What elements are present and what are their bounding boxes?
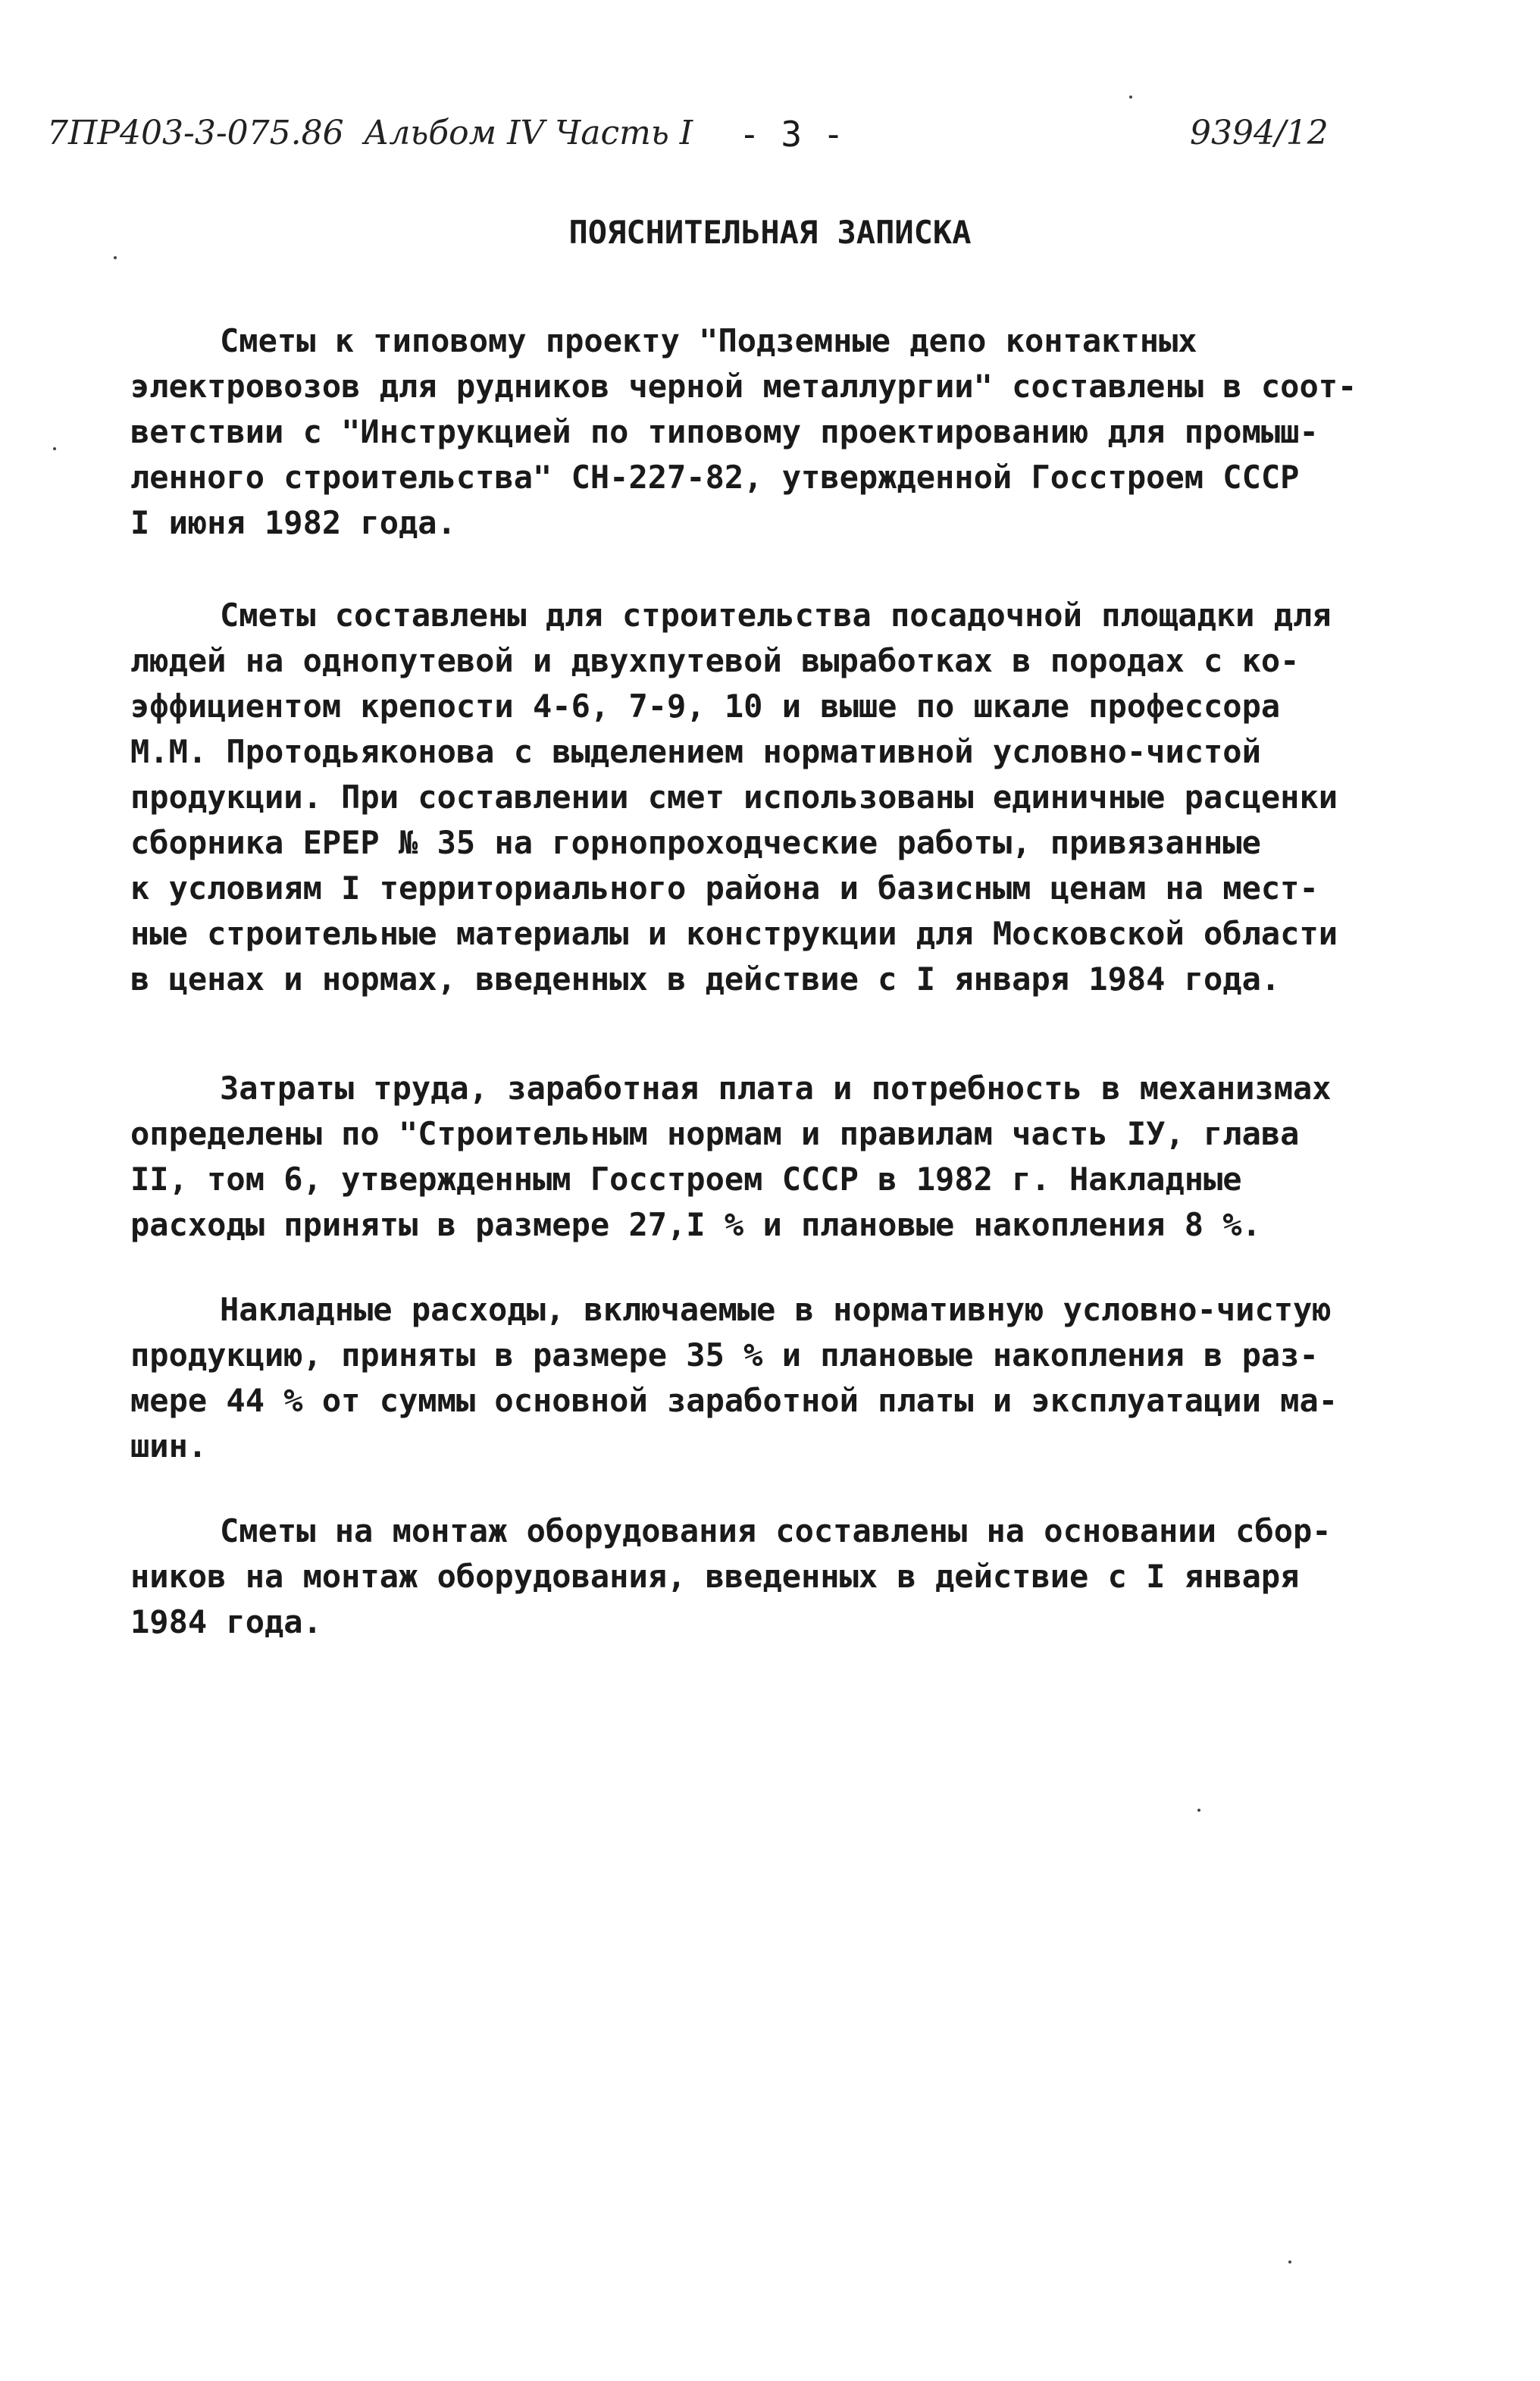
page-title: ПОЯСНИТЕЛЬНАЯ ЗАПИСКА <box>568 214 972 251</box>
scan-speck <box>53 447 56 450</box>
paragraph-5 <box>130 1508 1464 1645</box>
text-line: ные строительные материалы и конструкции для Московской области <box>130 915 1338 952</box>
paragraph-4 <box>130 1287 1464 1469</box>
sheet-number: 9394/12 <box>1190 114 1329 152</box>
text-line: к условиям I территориального района и базисным ценам на мест- <box>130 869 1319 907</box>
album-label: Альбом IV Часть I <box>364 114 693 152</box>
page-number: - 3 - <box>739 114 844 155</box>
document-code: 7ПР403-3-075.86 <box>47 114 344 152</box>
text-line: II, том 6, утвержденным Госстроем СССР в 1982 г. Накладные <box>130 1161 1242 1198</box>
text-line: продукции. При составлении смет использованы единичные расценки <box>130 779 1338 816</box>
text-line: в ценах и нормах, введенных в действие с I января 1984 года. <box>130 960 1281 998</box>
text-line: 1984 года. <box>130 1603 322 1640</box>
text-line: определены по "Строительным нормам и правилам часть IУ, глава <box>130 1115 1300 1152</box>
text-line: расходы приняты в размере 27,I % и плановые накопления 8 %. <box>130 1206 1261 1243</box>
text-line: Сметы составлены для строительства посадочной площадки для <box>220 597 1332 634</box>
text-line: ников на монтаж оборудования, введенных в действие с I января <box>130 1558 1300 1595</box>
text-line: ленного строительства" СН-227-82, утвержденной Госстроем СССР <box>130 459 1300 496</box>
text-line: М.М. Протодьяконова с выделением нормативной условно-чистой <box>130 733 1261 770</box>
text-line: электровозов для рудников черной металлургии" составлены в соот- <box>130 368 1357 405</box>
text-line: продукцию, приняты в размере 35 % и плановые накопления в раз- <box>130 1336 1319 1374</box>
text-line: сборника ЕРЕР № 35 на горнопроходческие работы, привязанные <box>130 824 1261 861</box>
text-line: Затраты труда, заработная плата и потребность в механизмах <box>220 1070 1332 1107</box>
text-line: Сметы на монтаж оборудования составлены на основании сбор- <box>220 1512 1332 1549</box>
paragraph-3 <box>130 1066 1464 1248</box>
text-line: людей на однопутевой и двухпутевой выработках в породах с ко- <box>130 642 1300 679</box>
text-line: эффициентом крепости 4-6, 7-9, 10 и выше по шкале профессора <box>130 688 1281 725</box>
paragraph-1 <box>130 318 1464 546</box>
text-line: I июня 1982 года. <box>130 504 456 541</box>
scan-speck <box>1197 1809 1200 1812</box>
text-line: шин. <box>130 1427 208 1465</box>
scan-speck <box>1129 96 1132 99</box>
text-line: Сметы к типовому проекту "Подземные депо контактных <box>220 322 1197 359</box>
paragraph-2 <box>130 593 1464 1002</box>
text-line: ветствии с "Инструкцией по типовому проектированию для промыш- <box>130 413 1319 450</box>
scan-speck <box>114 256 117 259</box>
scan-speck <box>1288 2260 1291 2264</box>
text-line: Накладные расходы, включаемые в нормативную условно-чистую <box>220 1291 1332 1328</box>
text-line: мере 44 % от суммы основной заработной платы и эксплуатации ма- <box>130 1382 1338 1419</box>
